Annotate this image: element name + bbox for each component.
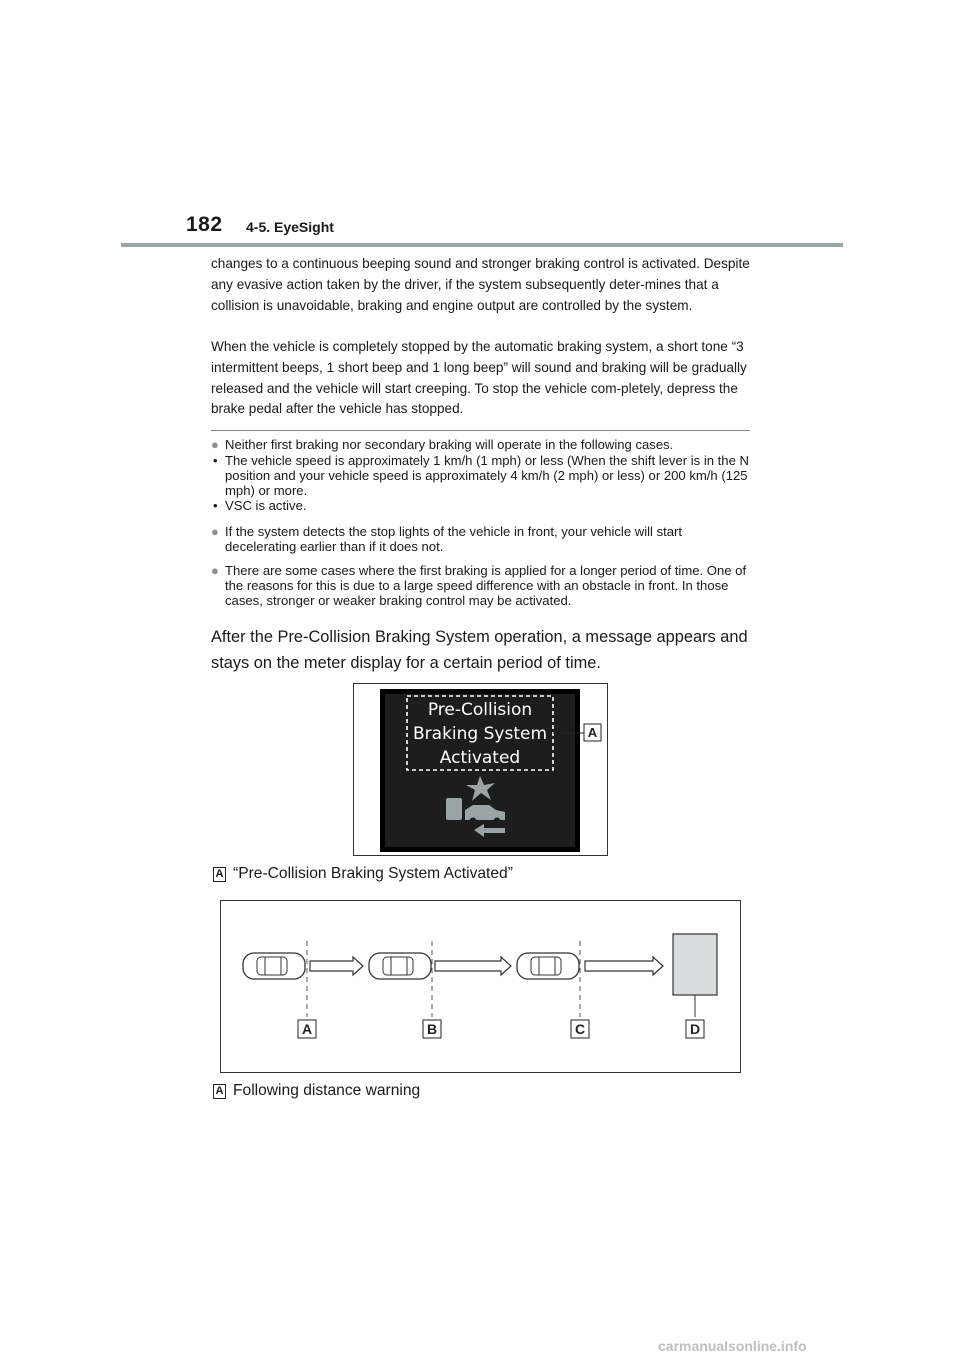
following-distance-figure bbox=[220, 900, 741, 1073]
car-icon bbox=[517, 953, 579, 979]
header-rule bbox=[121, 243, 843, 247]
caption-letter-box: A bbox=[213, 1084, 226, 1099]
paragraph-1 bbox=[211, 254, 751, 316]
paragraph-text: changes to a continuous beeping sound and stronger braking control is activated. Despite any evasive action taken by the driver, if the system subsequently deter-mines that a collision is unavoidable, braking and engine output are controlled by the system. bbox=[211, 256, 750, 313]
obstacle-box bbox=[673, 934, 717, 995]
label-a: A bbox=[301, 1021, 313, 1037]
dot-icon: • bbox=[213, 453, 218, 468]
note-2 bbox=[211, 524, 751, 554]
section-title: 4-5. EyeSight bbox=[246, 219, 334, 235]
display-line-3: Activated bbox=[439, 748, 521, 768]
note-3 bbox=[211, 563, 751, 608]
notes-divider bbox=[211, 430, 750, 431]
bullet-icon: ● bbox=[211, 563, 219, 578]
figure-caption: Following distance warning bbox=[233, 1082, 421, 1099]
meter-display-figure bbox=[353, 683, 608, 856]
note-text: Neither first braking nor secondary braking will operate in the following cases. bbox=[225, 437, 674, 452]
note-subitem bbox=[211, 453, 751, 498]
note-1 bbox=[211, 437, 751, 513]
subitem-text: VSC is active. bbox=[225, 498, 307, 513]
bullet-icon: ● bbox=[211, 437, 219, 452]
label-d: D bbox=[689, 1021, 701, 1037]
arrow-right-icon bbox=[435, 957, 511, 975]
page-number: 182 bbox=[186, 213, 223, 236]
dot-icon: • bbox=[213, 498, 218, 513]
callout-label: A bbox=[587, 725, 598, 740]
car-icon bbox=[369, 953, 431, 979]
bullet-icon: ● bbox=[211, 524, 219, 539]
meter-display-illustration bbox=[354, 684, 607, 855]
subitem-text: The vehicle speed is approximately 1 km/h (1 mph) or less (When the shift lever is in the N position and your vehicle speed is approximately 4 km/h (2 mph) or less) or 200 km/h (125 mph) or more. bbox=[225, 453, 749, 498]
note-subitem bbox=[211, 498, 751, 513]
paragraph-text: When the vehicle is completely stopped by the automatic braking system, a short tone “3 intermittent beeps, 1 short beep and 1 long beep” will sound and braking will be gradually released and the vehicle will start creeping. To stop the vehicle com-pletely, depress the brake pedal after the vehicle has stopped. bbox=[211, 339, 747, 417]
arrow-right-icon bbox=[310, 957, 363, 975]
display-line-1: Pre-Collision bbox=[427, 700, 533, 720]
obstacle-icon bbox=[446, 798, 462, 820]
caption-letter-box: A bbox=[213, 867, 226, 882]
paragraph-2 bbox=[211, 337, 751, 420]
label-c: C bbox=[574, 1021, 586, 1037]
watermark: carmanualsonline.info bbox=[658, 1338, 807, 1354]
note-text: If the system detects the stop lights of the vehicle in front, your vehicle will start decelerating earlier than if it does not. bbox=[225, 524, 683, 554]
display-line-2: Braking System bbox=[413, 724, 547, 744]
lead-text: After the Pre-Collision Braking System operation, a message appears and stays on the meter display for a certain period of time. bbox=[211, 628, 748, 672]
note-text: There are some cases where the first braking is applied for a longer period of time. One of the reasons for this is due to a large speed difference with an obstacle in front. In those cases, stronger or weaker braking control may be activated. bbox=[225, 563, 747, 608]
car-icon bbox=[243, 953, 305, 979]
following-distance-illustration bbox=[221, 901, 740, 1072]
figure-caption: “Pre-Collision Braking System Activated” bbox=[233, 865, 513, 882]
label-b: B bbox=[426, 1021, 438, 1037]
arrow-right-icon bbox=[585, 957, 663, 975]
